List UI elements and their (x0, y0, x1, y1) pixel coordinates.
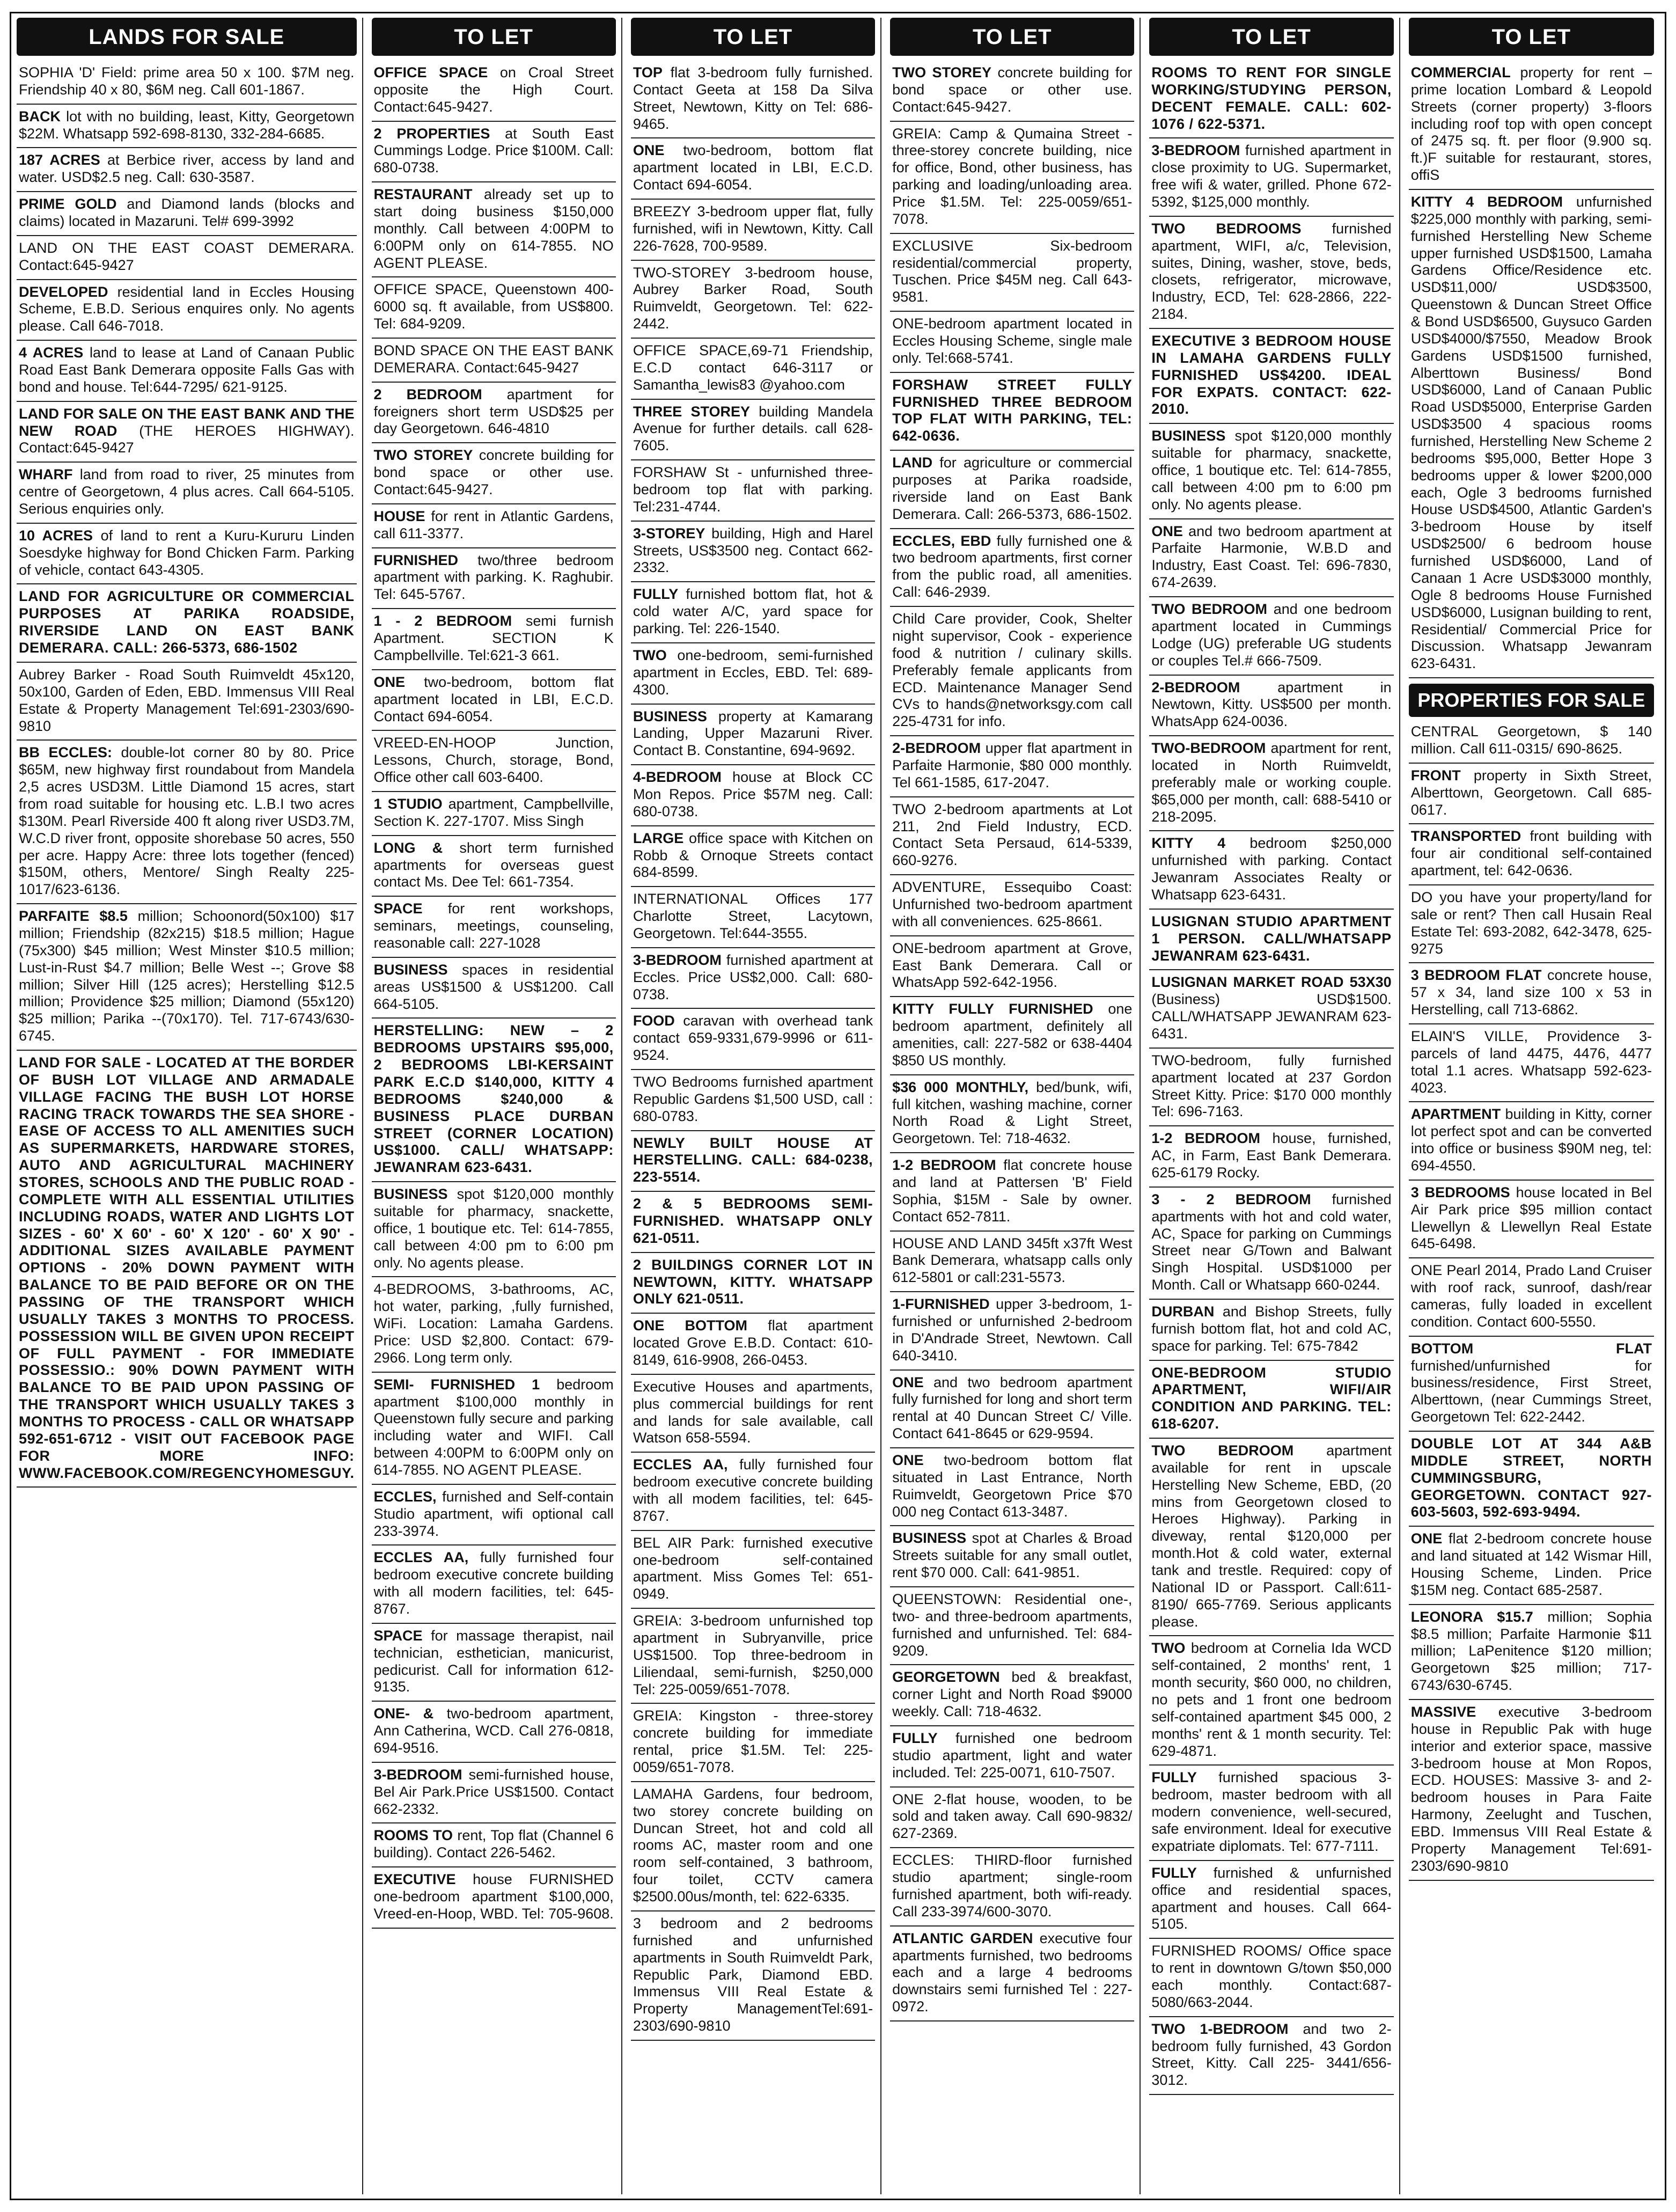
classified-ad: TWO 1-BEDROOM and two 2-bedroom fully furnished, 43 Gordon Street, Kitty. Call 225- 3441/656-3012. (1149, 2017, 1393, 2095)
classified-ad: SOPHIA 'D' Field: prime area 50 x 100. $7M neg. Friendship 40 x 80, $6M neg. Call 601-1867. (17, 63, 357, 105)
classified-ad: INTERNATIONAL Offices 177 Charlotte Street, Lacytown, Georgetown. Tel:644-3555. (631, 887, 875, 948)
classified-ad: TWO 2-bedroom apartments at Lot 211, 2nd Field Industry, ECD. Contact Seta Persaud, 614-5339, 660-9276. (890, 797, 1134, 875)
classified-ad: FULLY furnished spacious 3-bedroom, master bedroom with all modern convenience, well-secured, safe environment. Ideal for executive expatriate diplomats. Tel: 677-7111. (1149, 1766, 1393, 1861)
classified-ad: 3-BEDROOM furnished apartment at Eccles. Price US$2,000. Call: 680-0738. (631, 948, 875, 1009)
ads-list (372, 63, 616, 1929)
classified-ad: DO you have your property/land for sale or rent? Then call Husain Real Estate Tel: 693-2082, 642-3478, 625-9275 (1409, 885, 1654, 963)
classified-ad: GEORGETOWN bed & breakfast, corner Light and North Road $9000 weekly. Call: 718-4632. (890, 1665, 1134, 1726)
classified-ad: KITTY 4 BEDROOM unfurnished $225,000 monthly with parking, semi-furnished Herstelling New Scheme upper furnished USD$1500, Lamaha Gardens Office/Residence etc. USD$11,000/ USD$3500, Queenstown & Duncan Street Office & Bond USD$6500, Guysuco Garden USD$4000/$7550, Meadow Brook Gardens USD$1500 furnished, Alberttown Business/ Bond USD$6000, Land of Canaan Public Road USD$5000, Enterprise Garden USD$3500 4 spacious rooms furnished, Herstelling New Scheme 2 bedrooms $95,000, Better Hope 3 bedrooms upper & lower $200,000 each, Ogle 3 bedrooms furnished House USD$4500, Atlantic Garden's 3-bedroom House by itself USD$2500/ 6 bedroom house furnished USD$6000, Land of Canaan 1 Acre USD$3000 monthly, Ogle 8 bedrooms House Furnished USD$6000, Lusignan building to rent, Residential/ Commercial Price for Discussion. Whatsapp Jewanram 623-6431. (1409, 190, 1654, 678)
classified-ad: 2-BEDROOM upper flat apartment in Parfaite Harmonie, $80 000 monthly. Tel 661-1585, 617-2047. (890, 736, 1134, 797)
classified-ad: 3-BEDROOM semi-furnished house, Bel Air Park.Price US$1500. Contact 662-2332. (372, 1763, 616, 1824)
classified-ad: 1-FURNISHED upper 3-bedroom, 1-furnished or unfurnished 2-bedroom in D'Andrade Street, Newtown. Call 640-3410. (890, 1292, 1134, 1370)
classified-ad: ECCLES, furnished and Self-contain Studio apartment, wifi optional call 233-3974. (372, 1485, 616, 1546)
classified-ad: LAND for agriculture or commercial purposes at Parika roadside, riverside land on East Bank Demerara. Call: 266-5373, 686-1502. (890, 451, 1134, 529)
classified-ad: DOUBLE LOT AT 344 A&B MIDDLE STREET, NORTH CUMMINGSBURG, GEORGETOWN. CONTACT 927-603-5603, 592-693-9494. (1409, 1432, 1654, 1527)
classified-ad: 10 ACRES of land to rent a Kuru-Kururu Linden Soesdyke highway for Bond Chicken Farm. Parking of vehicle, contact 643-4305. (17, 524, 357, 585)
classified-ad: TWO STOREY concrete building for bond space or other use. Contact:645-9427. (372, 443, 616, 504)
column-heading: TO LET (1149, 18, 1393, 56)
column-to-let-1 (372, 18, 622, 2194)
classified-ad: ROOMS TO rent, Top flat (Channel 6 building). Contact 226-5462. (372, 1823, 616, 1867)
classified-ad: DURBAN and Bishop Streets, fully furnish bottom flat, hot and cold AC, space for parking. Tel: 675-7842 (1149, 1300, 1393, 1361)
classified-ad: 4-BEDROOMS, 3-bathrooms, AC, hot water, parking, ,fully furnished, WiFi. Location: Lamaha Gardens. Price: USD $2,800. Contact: 679-2966. Long term only. (372, 1277, 616, 1372)
classified-ad: CENTRAL Georgetown, $ 140 million. Call 611-0315/ 690-8625. (1409, 722, 1654, 764)
classified-ad: MASSIVE executive 3-bedroom house in Republic Pak with huge interior and exterior space, massive 3-bedroom house at Mon Ropos, ECD. HOUSES: Massive 3- and 2-bedroom houses in Para Faite Harmony, Zeelught and Tuschen, EBD. Immensus VIII Real Estate & Property Management Tel:691-2303/690-9810 (1409, 1700, 1654, 1881)
classified-ad: EXECUTIVE house FURNISHED one-bedroom apartment $100,000, Vreed-en-Hoop, WBD. Tel: 705-9608. (372, 1867, 616, 1929)
ads-list (890, 63, 1134, 2021)
classified-ad: EXECUTIVE 3 BEDROOM HOUSE IN LAMAHA GARDENS FULLY FURNISHED US$4200. IDEAL FOR EXPATS. CONTACT: 622-2010. (1149, 329, 1393, 424)
classified-ad: FULLY furnished & unfurnished office and residential spaces, apartment and houses. Call 664-5105. (1149, 1861, 1393, 1939)
ads-list (631, 63, 875, 2041)
classified-ad: 2-BEDROOM apartment in Newtown, Kitty. US$500 per month. WhatsApp 624-0036. (1149, 676, 1393, 737)
classified-ad: THREE STOREY building Mandela Avenue for further details. call 628-7605. (631, 400, 875, 461)
classified-ad: BOTTOM FLAT furnished/unfurnished for business/residence, First Street, Alberttown, (near Cummings Street, Georgetown Tel: 622-2442. (1409, 1337, 1654, 1432)
classified-ad: 2 BUILDINGS CORNER LOT IN NEWTOWN, KITTY. WHATSAPP ONLY 621-0511. (631, 1253, 875, 1314)
classified-ad: APARTMENT building in Kitty, corner lot perfect spot and can be converted into office or business $90M neg, tel: 694-4550. (1409, 1102, 1654, 1180)
classified-ad: BUSINESS property at Kamarang Landing, Upper Mazaruni River. Contact B. Constantine, 694-9692. (631, 705, 875, 766)
properties-for-sale-heading: PROPERTIES FOR SALE (1409, 684, 1654, 717)
classified-ad: BUSINESS spot $120,000 monthly suitable for pharmacy, snackette, office, 1 boutique etc. Tel: 614-7855, call between 4:00 pm to 6:00 pm only. No agents please. (372, 1182, 616, 1277)
classified-ad: ROOMS TO RENT FOR SINGLE WORKING/STUDYING PERSON, DECENT FEMALE. CALL: 602-1076 / 622-5371. (1149, 63, 1393, 138)
classified-ad: ECCLES: THIRD-floor furnished studio apartment; single-room furnished apartment, both wifi-ready. Call 233-3974/600-3070. (890, 1848, 1134, 1926)
classified-ad: FOOD caravan with overhead tank contact 659-9331,679-9996 or 611-9524. (631, 1009, 875, 1070)
classifieds-page (10, 12, 1666, 2200)
classified-ad: 3 BEDROOMS house located in Bel Air Park price $95 million contact Llewellyn & Llewellyn Real Estate 645-6498. (1409, 1181, 1654, 1258)
classified-ad: ONE and two bedroom apartment fully furnished for long and short term rental at 40 Duncan Street C/ Ville. Contact 641-8645 or 629-9594. (890, 1371, 1134, 1448)
column-heading: TO LET (890, 18, 1134, 56)
classified-ad: BEL AIR Park: furnished executive one-bedroom self-contained apartment. Miss Gomes Tel: 651-0949. (631, 1531, 875, 1609)
ads-list (17, 63, 357, 1488)
classified-ad: FURNISHED two/three bedroom apartment with parking. K. Raghubir. Tel: 645-5767. (372, 548, 616, 610)
classified-ad: TWO-STOREY 3-bedroom house, Aubrey Barker Road, South Ruimveldt, Georgetown. Tel: 622-2442. (631, 261, 875, 339)
classified-ad: TWO BEDROOM apartment available for rent in upscale Herstelling New Scheme, EBD, (20 mins from Georgetown closed to Heroes Highway). Parking in diveway, rental $120,000 per month.Hot & cold water, external tank and trestle. Required: copy of National ID or Passport. Call:611-8190/ 665-7769. Serious applicants please. (1149, 1439, 1393, 1636)
classified-ad: KITTY 4 bedroom $250,000 unfurnished with parking. Contact Jewanram Associates Realty or Whatsapp 623-6431. (1149, 831, 1393, 909)
classified-ad: TWO-BEDROOM apartment for rent, located in North Ruimveldt, preferably male or working couple. $65,000 per month, call: 688-5410 or 218-2095. (1149, 736, 1393, 831)
classified-ad: QUEENSTOWN: Residential one-, two- and three-bedroom apartments, furnished and unfurnished. Tel: 684-9209. (890, 1587, 1134, 1665)
classified-ad: RESTAURANT already set up to start doing business $150,000 monthly. Call between 4:00PM to 6:00PM only on 614-7855. NO AGENT PLEASE. (372, 182, 616, 277)
classified-ad: TWO one-bedroom, semi-furnished apartment in Eccles, EBD. Tel: 689-4300. (631, 643, 875, 705)
classified-ad: HERSTELLING: NEW – 2 BEDROOMS UPSTAIRS $95,000, 2 BEDROOMS LBI-KERSAINT PARK E.C.D $140,000, KITTY 4 BEDROOMS $240,000 & BUSINESS PLACE DURBAN STREET (CORNER LOCATION) US$1000. CALL/ WHATSAPP: JEWANRAM 623-6431. (372, 1019, 616, 1182)
classified-ad: BOND SPACE ON THE EAST BANK DEMERARA. Contact:645-9427 (372, 339, 616, 383)
classified-ad: NEWLY BUILT HOUSE AT HERSTELLING. CALL: 684-0238, 223-5514. (631, 1131, 875, 1192)
classified-ad: HOUSE for rent in Atlantic Gardens, call 611-3377. (372, 504, 616, 548)
classified-ad: GREIA: Camp & Qumaina Street - three-storey concrete building, nice for office, Bond, other business, has parking and loading/unloading area. Price $1.5M. Tel: 225-0059/651-7078. (890, 122, 1134, 234)
column-heading: TO LET (372, 18, 616, 56)
classified-ad: BUSINESS spot at Charles & Broad Streets suitable for any small outlet, rent $70 000. Call: 641-9851. (890, 1526, 1134, 1587)
column-to-let-5 (1409, 18, 1659, 2194)
classified-ad: ECCLES AA, fully furnished four bedroom executive concrete building with all modem facilities, tel: 645-8767. (631, 1453, 875, 1530)
classified-ad: 3 BEDROOM FLAT concrete house, 57 x 34, land size 100 x 53 in Herstelling, call 713-6862. (1409, 963, 1654, 1024)
column-heading: TO LET (1409, 18, 1654, 56)
classified-ad: DEVELOPED residential land in Eccles Housing Scheme, E.B.D. Serious enquires only. No agents please. Call 646-7018. (17, 280, 357, 341)
classified-ad: OFFICE SPACE on Croal Street opposite the High Court. Contact:645-9427. (372, 63, 616, 122)
ads-list (1409, 63, 1654, 678)
classified-ad: ONE BOTTOM flat apartment located Grove E.B.D. Contact: 610-8149, 616-9908, 266-0453. (631, 1314, 875, 1375)
classified-ad: ONE flat 2-bedroom concrete house and land situated at 142 Wismar Hill, Housing Scheme, Linden. Price $15M neg. Contact 685-2587. (1409, 1527, 1654, 1605)
classified-ad: ADVENTURE, Essequibo Coast: Unfurnished two-bedroom apartment with all conveniences. 625-8661. (890, 875, 1134, 936)
classified-ad: TWO-bedroom, fully furnished apartment located at 237 Gordon Street Kitty. Price: $170 000 monthly Tel: 696-7163. (1149, 1049, 1393, 1126)
classified-ad: 3-STOREY building, High and Harel Streets, US$3500 neg. Contact 662-2332. (631, 522, 875, 583)
classified-ad: LONG & short term furnished apartments for overseas guest contact Ms. Dee Tel: 661-7354. (372, 836, 616, 897)
classified-ad: TWO BEDROOMS furnished apartment, WIFI, a/c, Television, suites, Dining, washer, stove, beds, closets, refrigerator, microwave, Industry, ECD, Tel: 628-2866, 222-2184. (1149, 217, 1393, 329)
classified-ad: BUSINESS spot $120,000 monthly suitable for pharmacy, snackette, office, 1 boutique etc. Tel: 614-7855, call between 4:00 pm to 6:00 pm only. No agents please. (1149, 424, 1393, 519)
classified-ad: PARFAITE $8.5 million; Schoonord(50x100) $17 million; Friendship (82x215) $18.5 million; Hague (75x300) $45 million; West Minster $10.5 million; Lust-in-Rust $4.7 million; Belle West --; Grove $8 million; Silver Hill (125 acres); Herstelling $12.5 million; Providence $25 million; Diamond (55x120) $25 million; Parika --(70x170). Tel. 717-6743/630-6745. (17, 904, 357, 1051)
classified-ad: ELAIN'S VILLE, Providence 3-parcels of land 4475, 4476, 4477 total 1.1 acres. Whatsapp 592-623-4023. (1409, 1024, 1654, 1102)
classified-ad: 187 ACRES at Berbice river, access by land and water. USD$2.5 neg. Call: 630-3587. (17, 148, 357, 192)
classified-ad: LAMAHA Gardens, four bedroom, two storey concrete building on Duncan Street, hot and cold all rooms AC, master room and one room self-contained, 3 bathroom, four toilet, CCTV camera $2500.00us/month, tel: 622-6335. (631, 1782, 875, 1911)
classified-ad: ONE and two bedroom apartment at Parfaite Harmonie, W.B.D and Industry, East Coast. Tel: 696-7830, 674-2639. (1149, 519, 1393, 597)
classified-ad: 4-BEDROOM house at Block CC Mon Repos. Price $57M neg. Call: 680-0738. (631, 765, 875, 826)
classified-ad: KITTY FULLY FURNISHED one bedroom apartment, definitely all amenities, call: 227-582 or 638-4404 $850 US monthly. (890, 997, 1134, 1075)
classified-ad: LAND FOR SALE - LOCATED AT THE BORDER OF BUSH LOT VILLAGE AND ARMADALE VILLAGE FACING THE BUSH LOT HORSE RACING TRACK TOWARDS THE SEA SHORE - EASE OF ACCESS TO ALL AMENITIES SUCH AS SUPERMARKETS, HARDWARE STORES, AUTO AND AGRICULTURAL MACHINERY STORES, SCHOOLS AND THE PUBLIC ROAD - COMPLETE WITH ALL ESSENTIAL UTILITIES INCLUDING ROADS, WATER AND LIGHTS LOT SIZES - 60' X 60' - 60' X 120' - 60' X 90' - ADDITIONAL SIZES AVAILABLE PAYMENT OPTIONS - 20% DOWN PAYMENT WITH BALANCE TO BE PAID BEFORE OR ON THE PASSING OF THE TRANSPORT WHICH USUALLY TAKES 3 MONTHS TO PROCESS. POSSESSION WILL BE GIVEN UPON RECEIPT OF FULL PAYMENT - FOR IMMEDIATE POSSESSIO.: 90% DOWN PAYMENT WITH BALANCE TO BE PAID UPON PASSING OF THE TRANSPORT WHICH USUALLY TAKES 3 MONTHS TO PROCESS - CALL OR WHATSAPP 592-651-6712 - VISIT OUT FACEBOOK PAGE FOR MORE INFO: WWW.FACEBOOK.COM/REGENCYHOMESGUY. (17, 1051, 357, 1488)
classified-ad: 2 PROPERTIES at South East Cummings Lodge. Price $100M. Call: 680-0738. (372, 122, 616, 183)
classified-ad: FORSHAW STREET FULLY FURNISHED THREE BEDROOM TOP FLAT WITH PARKING, TEL: 642-0636. (890, 373, 1134, 451)
classified-ad: ECCLES, EBD fully furnished one & two bedroom apartments, first corner from the public road, all amenities. Call: 646-2939. (890, 529, 1134, 607)
classified-ad: OFFICE SPACE, Queenstown 400-6000 sq. ft available, from US$800. Tel: 684-9209. (372, 277, 616, 339)
classified-ad: ONE-BEDROOM STUDIO APARTMENT, WIFI/AIR CONDITION AND PARKING. TEL: 618-6207. (1149, 1361, 1393, 1439)
classified-ad: GREIA: 3-bedroom unfurnished top apartment in Subryanville, price US$1500. Top three-bedroom in Liliendaal, semi-furnish, $250,000 Tel: 225-0059/651-7078. (631, 1609, 875, 1704)
classified-ad: Aubrey Barker - Road South Ruimveldt 45x120, 50x100, Garden of Eden, EBD. Immensus VIII Real Estate & Property Management Tel:691-2303/690-9810 (17, 663, 357, 741)
classified-ad: 1 STUDIO apartment, Campbellville, Section K. 227-1707. Miss Singh (372, 792, 616, 836)
classified-ad: OFFICE SPACE,69-71 Friendship, E.C.D contact 646-3117 or Samantha_lewis83 @yahoo.com (631, 339, 875, 400)
classified-ad: COMMERCIAL property for rent – prime location Lombard & Leopold Streets (corner property) 3-floors including roof top with open concept of 2475 sq. ft. per floor (9.900 sq. ft.)F suitable for restaurant, stores, offiS (1409, 63, 1654, 190)
classified-ad: BUSINESS spaces in residential areas US$1500 & US$1200. Call 664-5105. (372, 958, 616, 1019)
classified-ad: FULLY furnished one bedroom studio apartment, light and water included. Tel: 225-0071, 610-7507. (890, 1726, 1134, 1788)
classified-ad: 4 ACRES land to lease at Land of Canaan Public Road East Bank Demerara opposite Falls Gas with bond and house. Tel:644-7295/ 621-9125. (17, 341, 357, 402)
classified-ad: LEONORA $15.7 million; Sophia $8.5 million; Parfaite Harmonie $11 million; LaPenitence $120 million; Georgetown $25 million; 717-6743/630-6745. (1409, 1605, 1654, 1700)
column-to-let-4 (1149, 18, 1400, 2194)
sale-ads-list (1409, 722, 1654, 1881)
classified-ad: SPACE for massage therapist, nail technician, esthetician, manicurist, pedicurist. Call for information 612-9135. (372, 1624, 616, 1702)
classified-ad: 2 BEDROOM apartment for foreigners short term USD$25 per day Georgetown. 646-4810 (372, 383, 616, 444)
classified-ad: BREEZY 3-bedroom upper flat, fully furnished, wifi in Newtown, Kitty. Call 226-7628, 700-9589. (631, 200, 875, 261)
classified-ad: TWO STOREY concrete building for bond space or other use. Contact:645-9427. (890, 63, 1134, 122)
classified-ad: PRIME GOLD and Diamond lands (blocks and claims) located in Mazaruni. Tel# 699-3992 (17, 192, 357, 236)
classified-ad: ONE-bedroom apartment located in Eccles Housing Scheme, single male only. Tel:668-5741. (890, 312, 1134, 373)
classified-ad: EXCLUSIVE Six-bedroom residential/commercial property, Tuschen. Price $45M neg. Call 643-9581. (890, 234, 1134, 312)
classified-ad: LUSIGNAN MARKET ROAD 53X30 (Business) USD$1500. CALL/WHATSAPP JEWANRAM 623-6431. (1149, 970, 1393, 1048)
classified-ad: 2 & 5 BEDROOMS SEMI-FURNISHED. WHATSAPP ONLY 621-0511. (631, 1192, 875, 1253)
column-lands-for-sale (17, 18, 363, 2194)
classified-ad: FULLY furnished bottom flat, hot & cold water A/C, yard space for parking. Tel: 226-1540. (631, 582, 875, 643)
classified-ad: 1-2 BEDROOM flat concrete house and land at Pattersen 'B' Field Sophia, $15M - Sale by owner. Contact 652-7811. (890, 1153, 1134, 1231)
classified-ad: LAND FOR AGRICULTURE OR COMMERCIAL PURPOSES AT PARIKA ROADSIDE, RIVERSIDE LAND ON EAST BANK DEMERARA. CALL: 266-5373, 686-1502 (17, 584, 357, 662)
classified-ad: TOP flat 3-bedroom fully furnished. Contact Geeta at 158 Da Silva Street, Newtown, Kitty on Tel: 686-9465. (631, 63, 875, 138)
classified-ad: 1 - 2 BEDROOM semi furnish Apartment. SECTION K Campbellville. Tel:621-3 661. (372, 609, 616, 670)
classified-ad: FORSHAW St - unfurnished three-bedroom top flat with parking. Tel:231-4744. (631, 460, 875, 522)
column-to-let-2 (631, 18, 881, 2194)
classified-ad: LARGE office space with Kitchen on Robb & Ornoque Streets contact 684-8599. (631, 826, 875, 888)
classified-ad: ONE-bedroom apartment at Grove, East Bank Demerara. Call or WhatsApp 592-642-1956. (890, 936, 1134, 998)
classified-ad: ONE two-bedroom, bottom flat apartment located in LBI, E.C.D. Contact 694-6054. (631, 138, 875, 200)
classified-ad: LUSIGNAN STUDIO APARTMENT 1 PERSON. CALL/WHATSAPP JEWANRAM 623-6431. (1149, 910, 1393, 971)
classified-ad: 3-BEDROOM furnished apartment in close proximity to UG. Supermarket, free wifi & water, grilled. Phone 672-5392, $125,000 monthly. (1149, 138, 1393, 216)
classified-ad: HOUSE AND LAND 345ft x37ft West Bank Demerara, whatsapp calls only 612-5801 or call:231-5573. (890, 1232, 1134, 1293)
classified-ad: TWO BEDROOM and one bedroom apartment located in Cummings Lodge (UG) preferable UG students or couples Tel.# 666-7509. (1149, 597, 1393, 675)
classified-ad: GREIA: Kingston - three-storey concrete building for immediate rental, price $1.5M. Tel: 225-0059/651-7078. (631, 1704, 875, 1782)
classified-ad: Executive Houses and apartments, plus commercial buildings for rent and lands for sale available, call Watson 658-5594. (631, 1375, 875, 1453)
classified-ad: 3 bedroom and 2 bedrooms furnished and unfurnished apartments in South Ruimveldt Park, Republic Park, Diamond EBD. Immensus VIII Real Estate & Property ManagementTel:691-2303/690-9810 (631, 1911, 875, 2041)
classified-ad: LAND ON THE EAST COAST DEMERARA. Contact:645-9427 (17, 236, 357, 280)
classified-ad: SPACE for rent workshops, seminars, meetings, counseling, reasonable call: 227-1028 (372, 897, 616, 958)
classified-ad: ONE- & two-bedroom apartment, Ann Catherina, WCD. Call 276-0818, 694-9516. (372, 1702, 616, 1763)
classified-ad: SEMI- FURNISHED 1 bedroom apartment $100,000 monthly in Queenstown fully secure and parking including water and WIFI. Call between 4:00PM to 6:00PM only on 614-7855. NO AGENT PLEASE. (372, 1373, 616, 1485)
classified-ad: BB ECCLES: double-lot corner 80 by 80. Price $65M, new highway first roundabout from Mandela 2,5 acres USD3M. Little Diamond 15 acres, start from road suitable for housing etc. L.B.I two acres $130M. Pearl Riverside 400 ft along river USD3.7M, W.C.D river front, opposite shorebase 50 acres, 550 per acre. Happy Acre: three lots together (fenced) $150M, others, Mentore/ Singh Realty 225-1017/623-6136. (17, 741, 357, 904)
classified-ad: TRANSPORTED front building with four air conditional self-contained apartment, tel: 642-0636. (1409, 824, 1654, 885)
classified-ad: FURNISHED ROOMS/ Office space to rent in downtown G/town $50,000 each monthly. Contact:687-5080/663-2044. (1149, 1939, 1393, 2017)
classified-ad: Child Care provider, Cook, Shelter night supervisor, Cook - experience food & nutrition / culinary skills. Preferably female applicants from ECD. Maintenance Manager Send CVs to hands@networksgy.com call 225-4731 for info. (890, 607, 1134, 736)
classified-ad: VREED-EN-HOOP Junction, Lessons, Church, storage, Bond, Office other call 603-6400. (372, 731, 616, 792)
classified-ad: TWO Bedrooms furnished apartment Republic Gardens $1,500 USD, call : 680-0783. (631, 1070, 875, 1131)
classified-ad: ONE 2-flat house, wooden, to be sold and taken away. Call 690-9832/ 627-2369. (890, 1788, 1134, 1849)
classified-ad: ONE two-bedroom, bottom flat apartment located in LBI, E.C.D. Contact 694-6054. (372, 670, 616, 731)
classified-ad: 3 - 2 BEDROOM furnished apartments with hot and cold water, AC, Space for parking on Cummings Street near G/Town and Balwant Singh Hospital. USD$1000 per Month. Call or Whatsapp 660-0244. (1149, 1188, 1393, 1300)
column-heading: TO LET (631, 18, 875, 56)
ads-list (1149, 63, 1393, 2095)
classified-ad: ONE two-bedroom bottom flat situated in Last Entrance, North Ruimveldt, Georgetown Price $70 000 neg Contact 613-3487. (890, 1448, 1134, 1526)
classified-ad: $36 000 MONTHLY, bed/bunk, wifi, full kitchen, washing machine, corner North Road & Light Street, Georgetown. Tel: 718-4632. (890, 1075, 1134, 1153)
classified-ad: BACK lot with no building, least, Kitty, Georgetown $22M. Whatsapp 592-698-8130, 332-284-6685. (17, 105, 357, 149)
classified-ad: ONE Pearl 2014, Prado Land Cruiser with roof rack, sunroof, dash/rear cameras, fully loaded in excellent condition. Contact 600-5550. (1409, 1258, 1654, 1336)
classified-ad: ATLANTIC GARDEN executive four apartments furnished, two bedrooms each and a large 4 bedrooms downstairs semi furnished Tel : 227-0972. (890, 1927, 1134, 2021)
column-to-let-3 (890, 18, 1141, 2194)
classified-ad: TWO bedroom at Cornelia Ida WCD self-contained, 2 months' rent, 1 month security, $60 000, no children, no pets and 1 front one bedroom self-contained apartment $45 000, 2 months' rent & 1 month security. Tel: 629-4871. (1149, 1636, 1393, 1766)
classified-ad: WHARF land from road to river, 25 minutes from centre of Georgetown, 4 plus acres. Call 664-5105. Serious enquiries only. (17, 463, 357, 524)
classified-ad: ECCLES AA, fully furnished four bedroom executive concrete building with all modern facilities, tel: 645-8767. (372, 1546, 616, 1623)
classified-ad: LAND FOR SALE ON THE EAST BANK AND THE NEW ROAD (THE HEROES HIGHWAY). Contact:645-9427 (17, 402, 357, 463)
column-heading: LANDS FOR SALE (17, 18, 357, 56)
classified-ad: 1-2 BEDROOM house, furnished, AC, in Farm, East Bank Demerara. 625-6179 Rocky. (1149, 1126, 1393, 1188)
classified-ad: FRONT property in Sixth Street, Alberttown, Georgetown. Call 685-0617. (1409, 764, 1654, 825)
